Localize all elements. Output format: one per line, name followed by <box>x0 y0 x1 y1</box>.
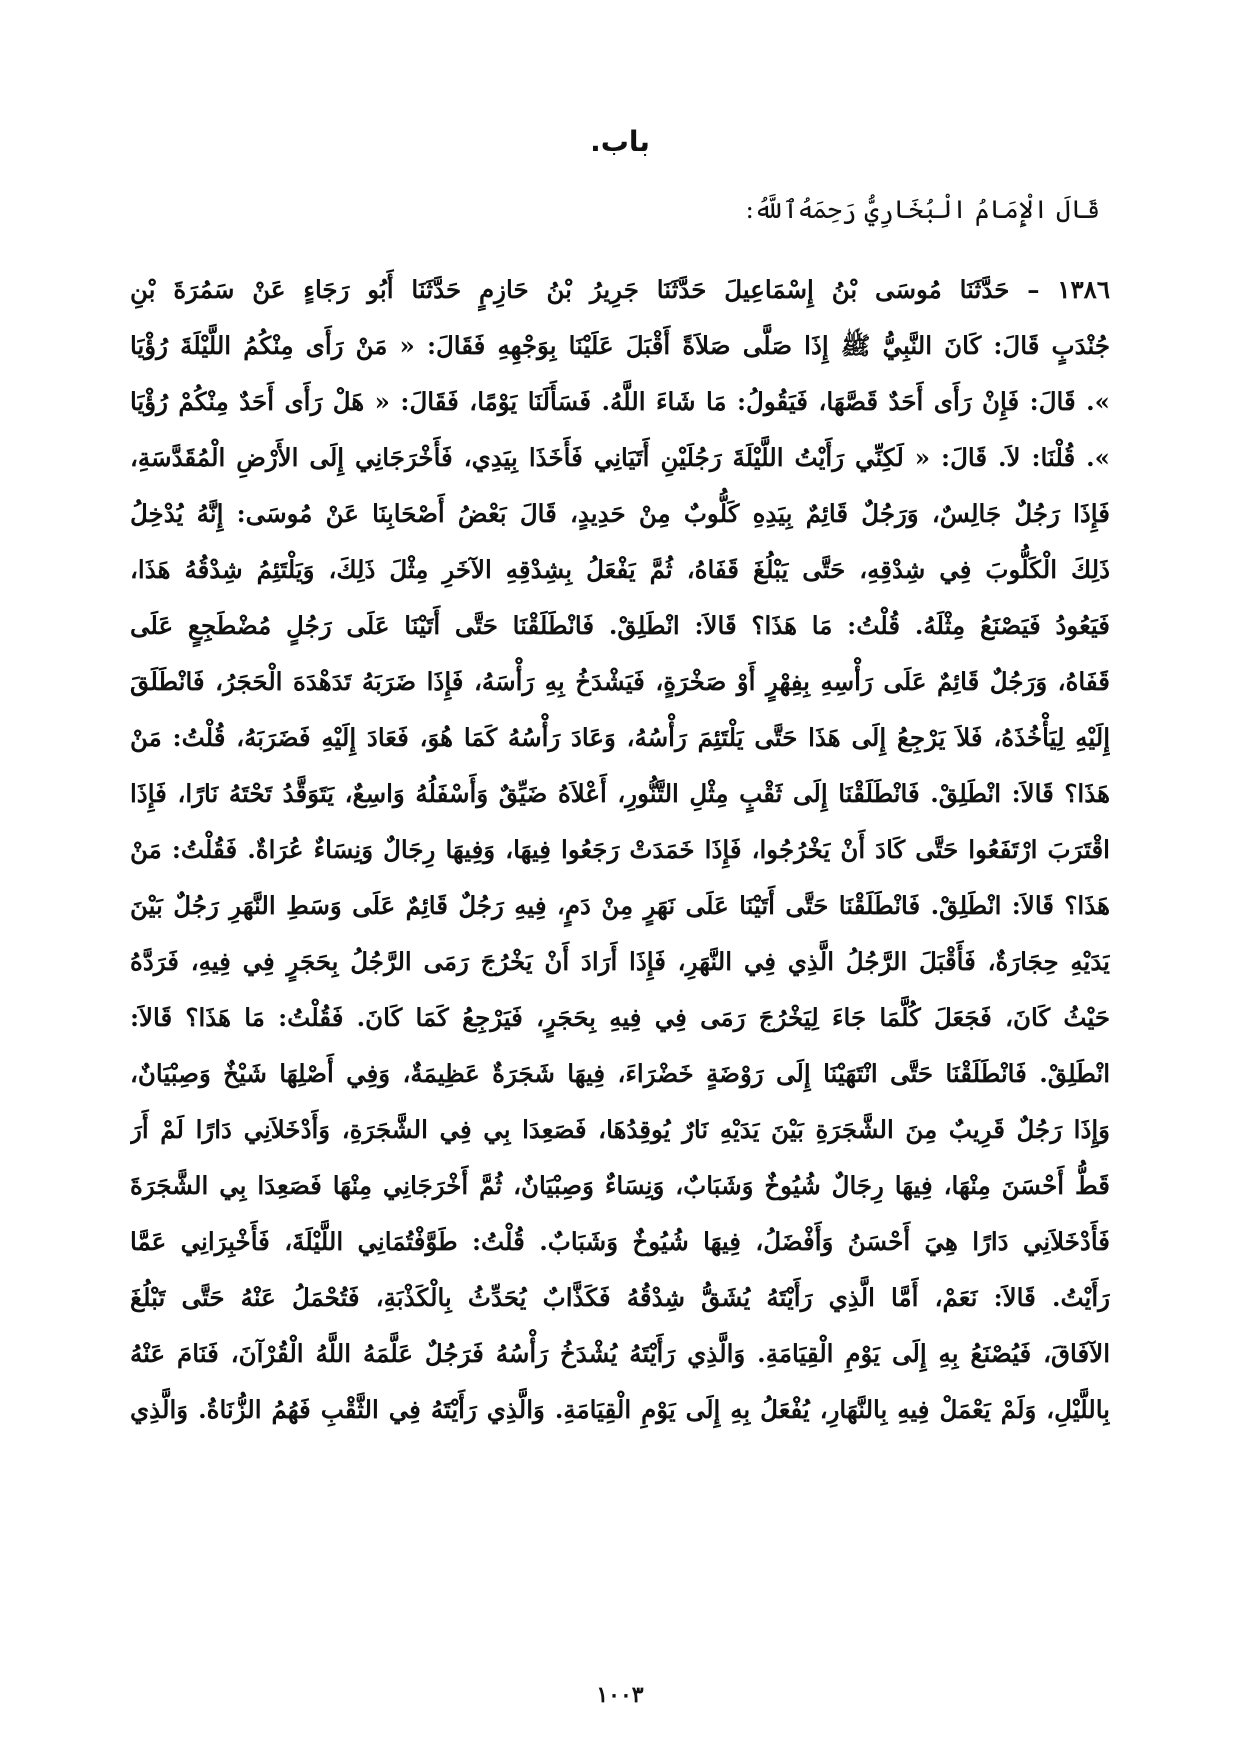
text-line: انْطَلِقْ. فَانْطَلَقْنَا حَتَّى انْتَهَيْنَا إِلَى رَوْضَةٍ خَضْرَاءَ، فِيهَا شَجَرَةٌ عَظِيمَةٌ، وَفِي أَصْلِهَا شَيْخٌ وَصِبْيَانٌ، <box>130 1059 1110 1088</box>
text-line: هَذَا؟ قَالاَ: انْطَلِقْ. فَانْطَلَقْنَا إِلَى ثَقْبٍ مِثْلِ التَّنُّورِ، أَعْلاَهُ ضَيِّقٌ وَأَسْفَلُهُ وَاسِعٌ، يَتَوَقَّدُ تَحْتَهُ نَارًا، فَإِذَا <box>130 779 1110 808</box>
text-line: يَدَيْهِ حِجَارَةٌ، فَأَقْبَلَ الرَّجُلُ الَّذِي فِي النَّهَرِ، فَإِذَا أَرَادَ أَنْ يَخْرُجَ رَمَى الرَّجُلُ بِحَجَرٍ فِي فِيهِ، فَرَدَّهُ <box>130 947 1110 976</box>
text-line: رَأَيْتُ. قَالاَ: نَعَمْ، أَمَّا الَّذِي رَأَيْتَهُ يُشَقُّ شِدْقُهُ فَكَذَّابٌ يُحَدِّثُ بِالْكَذْبَةِ، فَتُحْمَلُ عَنْهُ حَتَّى تَبْلُغَ <box>130 1283 1110 1312</box>
text-line: وَإِذَا رَجُلٌ قَرِيبٌ مِنَ الشَّجَرَةِ بَيْنَ يَدَيْهِ نَارٌ يُوقِدُهَا، فَصَعِدَا بِي فِي الشَّجَرَةِ، وَأَدْخَلاَنِي دَارًا لَمْ أَرَ <box>130 1115 1110 1144</box>
text-line: بِاللَّيْلِ، وَلَمْ يَعْمَلْ فِيهِ بِالنَّهَارِ، يُفْعَلُ بِهِ إِلَى يَوْمِ الْقِيَامَةِ. وَالَّذِي رَأَيْتَهُ فِي الثَّقْبِ فَهُمُ الزُّنَاةُ. وَالَّذِي <box>130 1395 1110 1424</box>
text-line: فَيَعُودُ فَيَصْنَعُ مِثْلَهُ. قُلْتُ: مَا هَذَا؟ قَالاَ: انْطَلِقْ. فَانْطَلَقْنَا حَتَّى أَتَيْنَا عَلَى رَجُلٍ مُضْطَجِعٍ عَلَى <box>130 611 1110 640</box>
text-line: ». قَالَ: فَإِنْ رَأَى أَحَدٌ قَصَّهَا، فَيَقُولُ: مَا شَاءَ اللَّهُ. فَسَأَلَنَا يَوْمًا، فَقَالَ: « هَلْ رَأَى أَحَدٌ مِنْكُمْ رُؤْيَا <box>130 387 1110 416</box>
text-line: الآفَاقَ، فَيُصْنَعُ بِهِ إِلَى يَوْمِ الْقِيَامَةِ. وَالَّذِي رَأَيْتَهُ يُشْدَخُ رَأْسُهُ فَرَجُلٌ عَلَّمَهُ اللَّهُ الْقُرْآنَ، فَنَامَ عَنْهُ <box>130 1339 1110 1368</box>
text-line: ١٣٨٦ – حَدَّثَنَا مُوسَى بْنُ إِسْمَاعِيلَ حَدَّثَنَا جَرِيرُ بْنُ حَازِمٍ حَدَّثَنَا أَبُو رَجَاءٍ عَنْ سَمُرَةَ بْنِ <box>130 275 1110 304</box>
text-line: فَإِذَا رَجُلٌ جَالِسٌ، وَرَجُلٌ قَائِمٌ بِيَدِهِ كَلُّوبٌ مِنْ حَدِيدٍ، قَالَ بَعْضُ أَصْحَابِنَا عَنْ مُوسَى: إِنَّهُ يُدْخِلُ <box>130 499 1110 528</box>
text-line: ذَلِكَ الْكَلُّوبَ فِي شِدْقِهِ، حَتَّى يَبْلُغَ قَفَاهُ، ثُمَّ يَفْعَلُ بِشِدْقِهِ الآخَرِ مِثْلَ ذَلِكَ، وَيَلْتَئِمُ شِدْقُهُ هَذَا، <box>130 555 1110 584</box>
text-line: حَيْثُ كَانَ، فَجَعَلَ كُلَّمَا جَاءَ لِيَخْرُجَ رَمَى فِي فِيهِ بِحَجَرٍ، فَيَرْجِعُ كَمَا كَانَ. فَقُلْتُ: مَا هَذَا؟ قَالاَ: <box>130 1003 1110 1032</box>
text-line: إِلَيْهِ لِيَأْخُذَهُ، فَلاَ يَرْجِعُ إِلَى هَذَا حَتَّى يَلْتَئِمَ رَأْسُهُ، وَعَادَ رَأْسُهُ كَمَا هُوَ، فَعَادَ إِلَيْهِ فَضَرَبَهُ، قُلْتُ: مَنْ <box>130 723 1110 752</box>
text-line: جُنْدَبٍ قَالَ: كَانَ النَّبِيُّ ﷺ إِذَا صَلَّى صَلاَةً أَقْبَلَ عَلَيْنَا بِوَجْهِهِ فَقَالَ: « مَنْ رَأَى مِنْكُمُ اللَّيْلَةَ رُؤْيَا <box>130 331 1110 360</box>
text-line: فَأَدْخَلاَنِي دَارًا هِيَ أَحْسَنُ وَأَفْضَلُ، فِيهَا شُيُوخٌ وَشَبَابٌ. قُلْتُ: طَوَّفْتُمَانِي اللَّيْلَةَ، فَأَخْبِرَانِي عَمَّا <box>130 1227 1110 1256</box>
text-line: قَطُّ أَحْسَنَ مِنْهَا، فِيهَا رِجَالٌ شُيُوخٌ وَشَبَابٌ، وَنِسَاءٌ وَصِبْيَانٌ، ثُمَّ أَخْرَجَانِي مِنْهَا فَصَعِدَا بِي الشَّجَرَةَ <box>130 1171 1110 1200</box>
hadith-body <box>130 262 1110 1438</box>
text-line: قَفَاهُ، وَرَجُلٌ قَائِمٌ عَلَى رَأْسِهِ بِفِهْرٍ أَوْ صَخْرَةٍ، فَيَشْدَخُ بِهِ رَأْسَهُ، فَإِذَا ضَرَبَهُ تَدَهْدَهَ الْحَجَرُ، فَانْطَلَقَ <box>130 667 1110 696</box>
text-line: اقْتَرَبَ ارْتَفَعُوا حَتَّى كَادَ أَنْ يَخْرُجُوا، فَإِذَا خَمَدَتْ رَجَعُوا فِيهَا، وَفِيهَا رِجَالٌ وَنِسَاءٌ عُرَاةٌ. فَقُلْتُ: مَنْ <box>130 835 1110 864</box>
chapter-heading: باب. <box>590 125 650 158</box>
text-line: هَذَا؟ قَالاَ: انْطَلِقْ. فَانْطَلَقْنَا حَتَّى أَتَيْنَا عَلَى نَهَرٍ مِنْ دَمٍ، فِيهِ رَجُلٌ قَائِمٌ عَلَى وَسَطِ النَّهَرِ رَجُلٌ بَيْنَ <box>130 891 1110 920</box>
intro-line: قَالَ الْإِمَامُ الْبُخَارِيُّ رَحِمَهُ‌ٱللَّهُ: <box>745 195 1100 224</box>
text-line: ». قُلْنَا: لاَ. قَالَ: « لَكِنِّي رَأَيْتُ اللَّيْلَةَ رَجُلَيْنِ أَتَيَانِي فَأَخَذَا بِيَدِي، فَأَخْرَجَانِي إِلَى الأَرْضِ الْمُقَدَّسَةِ، <box>130 443 1110 472</box>
page-number: ١٠٠٣ <box>596 1682 644 1708</box>
